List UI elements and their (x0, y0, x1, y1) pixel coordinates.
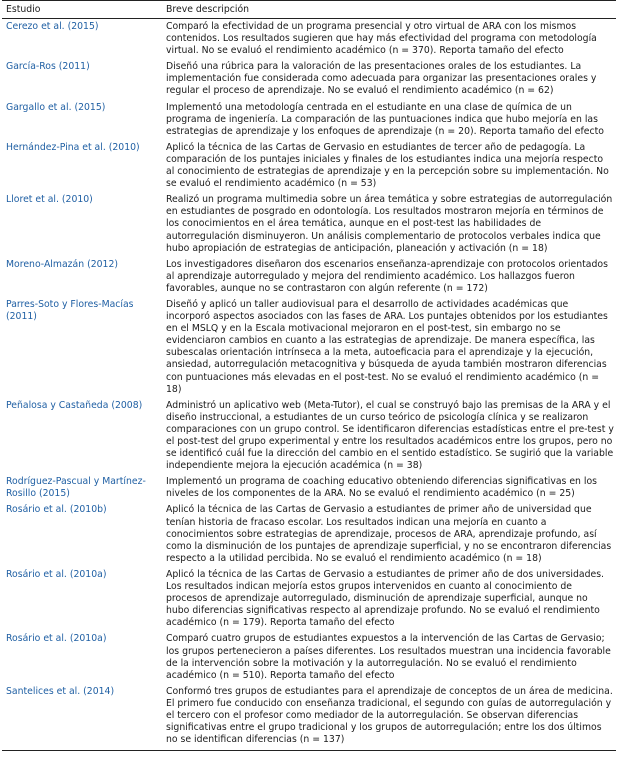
study-citation-link[interactable]: García-Ros (2011) (6, 61, 90, 73)
study-citation-link[interactable]: Peñalosa y Castañeda (2008) (6, 399, 143, 411)
table-row (2, 684, 616, 748)
study-citation-link[interactable]: Rosário et al. (2010a) (6, 633, 107, 645)
table-row (2, 59, 616, 99)
table-row (2, 297, 616, 398)
study-description: Comparó la efectividad de un programa presencial y otro virtual de ARA con los mismos contenidos. Los resultados sugieren que hay más efectividad del programa con metodología virtual. No se evaluó el rendimiento académico (n = 370). Reporta tamaño del efecto (166, 21, 597, 57)
study-description: Administró un aplicativo web (Meta-Tutor), el cual se construyó bajo las premisas de la ARA y el diseño instruccional, a estudiantes de un curso teórico de psicología clínica y se realizaron comparaciones con un grupo control. Se identificaron diferencias estadísticas entre el pre-test y el post-test del grupo experimental y entre los resultados académicos entre los grupos, pero no se identificó cuál fue la dirección del cambio en el sentido estadístico. Se sugirió que la variable independiente mejora la ejecución académica (n = 38) (166, 399, 614, 472)
study-citation-link[interactable]: Hernández-Pina et al. (2010) (6, 141, 140, 153)
study-description: Implementó una metodología centrada en el estudiante en una clase de química de un programa de ingeniería. La comparación de las puntuaciones indica que hubo mejoría en las estrategias de aprendizaje y los enfoques de aprendizaje (n = 20). Reporta tamaño del efecto (166, 101, 604, 137)
header-study: Estudio (6, 4, 41, 15)
table-row (2, 474, 616, 502)
bottom-rule (2, 750, 616, 751)
study-citation-link[interactable]: Rosário et al. (2010b) (6, 504, 107, 516)
study-description: Diseñó y aplicó un taller audiovisual para el desarrollo de actividades académicas que incorporó aspectos asociados con las fases de ARA. Los puntajes obtenidos por los estudiantes en el MSLQ y en la Escala motivacional mejoraron en el post-test, sin embargo no se evidenciaron cambios en cuanto a las estrategias de aprendizaje. De manera específica, las subescalas orientación intrínseca a la meta, autoeficacia para el aprendizaje y la ejecución, ansiedad, autorregulación metacognitiva y búsqueda de ayuda también mostraron diferencias con puntuaciones más elevadas en el post-test. No se evaluó el rendimiento académico (n = 18) (166, 298, 608, 395)
study-citation-link[interactable]: Cerezo et al. (2015) (6, 21, 99, 32)
table-header (2, 1, 616, 19)
study-citation-link[interactable]: Rosário et al. (2010a) (6, 568, 107, 580)
table-row (2, 140, 616, 192)
study-description: Conformó tres grupos de estudiantes para el aprendizaje de conceptos de un área de medicina. El primero fue conducido con enseñanza tradicional, el segundo con guías de autorregulación y el tercero con el profesor como mediador de la autorregulación. Se observan diferencias significativas entre el grupo tradicional y los grupos de autorregulación; entre los dos últimos no se identifican diferencias (n = 137) (166, 685, 613, 746)
studies-table (2, 0, 616, 751)
study-description: Comparó cuatro grupos de estudiantes expuestos a la intervención de las Cartas de Gervasio; los grupos pertenecieron a países diferentes. Los resultados muestran una incidencia favorable de la intervención sobre la motivación y la autorregulación. No se evaluó el rendimiento académico (n = 510). Reporta tamaño del efecto (166, 633, 611, 681)
study-citation-link[interactable]: Gargallo et al. (2015) (6, 101, 106, 113)
study-citation-link[interactable]: Moreno-Almazán (2012) (6, 258, 118, 270)
study-citation-link[interactable]: Rodríguez-Pascual y Martínez-Rosillo (2015) (6, 476, 146, 500)
study-description: Aplicó la técnica de las Cartas de Gervasio a estudiantes de primer año de dos universidades. Los resultados indican mejoría estos grupos intervenidos en cuanto al conocimiento de procesos de aprendizaje autorregulado, disminución de aprendizaje superficial, aunque no hubo diferencias significativas respecto al aprendizaje profundo. No se evaluó el rendimiento académico (n = 179). Reporta tamaño del efecto (166, 568, 605, 629)
table-row (2, 398, 616, 475)
study-description: Aplicó la técnica de las Cartas de Gervasio en estudiantes de tercer año de pedagogía. La comparación de los puntajes iniciales y finales de los estudiantes indica una mejoría respecto al conocimiento de estrategias de aprendizaje y en la percepción sobre su implementación. No se evaluó el rendimiento académico (n = 53) (166, 141, 609, 190)
study-description: Realizó un programa multimedia sobre un área temática y sobre estrategias de autorregulación en estudiantes de posgrado en odontología. Los resultados mostraron mejoría en términos de los conocimientos en el área temática, aunque en el post-test las habilidades de autorregulación disminuyeron. Un análisis complementario de protocolos verbales indica que hubo apropiación de estrategias de anticipación, planeación y activación (n = 18) (166, 194, 613, 254)
table-row (2, 631, 616, 683)
table-row (2, 567, 616, 631)
study-description: Los investigadores diseñaron dos escenarios enseñanza-aprendizaje con protocolos orientados al aprendizaje autorregulado y mejora del rendimiento académico. Los hallazgos fueron favorables, aunque no se contrastaron con algún referente (n = 172) (166, 258, 608, 294)
table-row (2, 257, 616, 297)
study-citation-link[interactable]: Parres-Soto y Flores-Macías (2011) (6, 298, 134, 323)
header-description: Breve descripción (166, 4, 250, 15)
study-description: Diseñó una rúbrica para la valoración de las presentaciones orales de los estudiantes. La implementación fue considerada como adecuada para organizar las presentaciones orales y regular el proceso de aprendizaje. No se evaluó el rendimiento académico (n = 62) (166, 61, 597, 97)
table-row (2, 100, 616, 140)
study-citation-link[interactable]: Santelices et al. (2014) (6, 685, 115, 697)
table-row (2, 192, 616, 256)
study-description: Aplicó la técnica de las Cartas de Gervasio a estudiantes de primer año de universidad que tenían historia de fracaso escolar. Los resultados indican una mejoría en cuanto a conocimientos sobre estrategias de aprendizaje, procesos de ARA, aprendizaje profundo, así como la disminución de los puntajes de aprendizaje superficial, y no se encontraron diferencias respecto a la utilidad percibida. No se evaluó el rendimiento académico (n = 18) (166, 504, 612, 564)
study-citation-link[interactable]: Lloret et al. (2010) (6, 194, 93, 206)
table-row (2, 502, 616, 566)
table-row (2, 19, 616, 59)
study-description: Implementó un programa de coaching educativo obteniendo diferencias significativas en los niveles de los componentes de la ARA. No se evaluó el rendimiento académico (n = 25) (166, 476, 597, 500)
